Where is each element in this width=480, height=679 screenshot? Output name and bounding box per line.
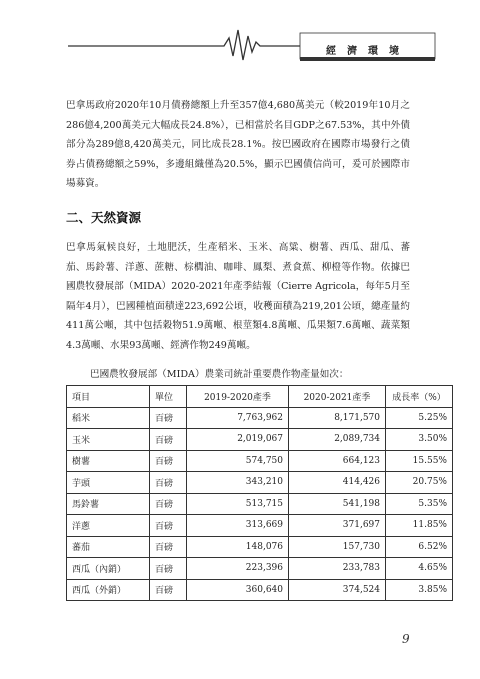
cell-growth: 3.50% bbox=[386, 429, 453, 451]
cell-2020-2021: 233,783 bbox=[289, 558, 386, 580]
table-row bbox=[67, 579, 453, 601]
cell-item: 玉米 bbox=[67, 429, 150, 451]
cell-2020-2021: 414,426 bbox=[289, 472, 386, 494]
cell-item: 稻米 bbox=[67, 407, 150, 429]
cell-unit: 百磅 bbox=[150, 493, 187, 515]
section-title: 經濟環境 bbox=[326, 46, 410, 57]
cell-unit: 百磅 bbox=[150, 429, 187, 451]
table-row bbox=[67, 515, 453, 537]
cell-growth: 20.75% bbox=[386, 472, 453, 494]
cell-growth: 5.35% bbox=[386, 493, 453, 515]
cell-2019-2020: 313,669 bbox=[187, 515, 289, 537]
cell-growth: 4.65% bbox=[386, 558, 453, 580]
header-item: 項目 bbox=[67, 386, 150, 408]
table-row bbox=[67, 536, 453, 558]
header-growth-rate: 成長率（%） bbox=[386, 386, 453, 408]
cell-2019-2020: 7,763,962 bbox=[187, 407, 289, 429]
cell-growth: 3.85% bbox=[386, 579, 453, 601]
section-heading: 二、天然資源 bbox=[66, 210, 142, 225]
cell-2019-2020: 360,640 bbox=[187, 579, 289, 601]
table-row bbox=[67, 407, 453, 429]
header-2020-2021: 2020-2021產季 bbox=[289, 386, 386, 408]
cell-unit: 百磅 bbox=[150, 579, 187, 601]
heartbeat-line-icon bbox=[0, 0, 480, 70]
cell-item: 樹薯 bbox=[67, 450, 150, 472]
table-row bbox=[67, 429, 453, 451]
cell-growth: 11.85% bbox=[386, 515, 453, 537]
cell-2020-2021: 8,171,570 bbox=[289, 407, 386, 429]
cell-item: 洋蔥 bbox=[67, 515, 150, 537]
cell-2019-2020: 2,019,067 bbox=[187, 429, 289, 451]
paragraph-resources: 巴拿馬氣候良好，土地肥沃，生產稻米、玉米、高粱、樹薯、西瓜、甜瓜、蕃茄、馬鈴薯、洋蔥、蔗糖、棕櫚油、咖啡、鳳梨、煮食蕉、柳橙等作物。依據巴國農牧發展部（MIDA）2020-2021年產季結報（Cierre Agricola，每年5月至隔年4月），巴國種植面積達223,692公頃，收穫面積為219,201公頃，總產量約411萬公噸，其中包括穀物51.9萬噸、根莖類4.8萬噸、瓜果類7.6萬噸、蔬菜類4.3萬噸、水果93萬噸、經濟作物249萬噸。 bbox=[66, 242, 410, 351]
cell-2019-2020: 223,396 bbox=[187, 558, 289, 580]
cell-unit: 百磅 bbox=[150, 472, 187, 494]
cell-unit: 百磅 bbox=[150, 450, 187, 472]
paragraph-debt: 巴拿馬政府2020年10月債務總額上升至357億4,680萬美元（較2019年10月之286億4,200萬美元大幅成長24.8%），已相當於名目GDP之67.53%，其中外債部分為289億8,420萬美元，同比成長28.1%。按巴國政府在國際市場發行之債券占債務總額之59%，多邊組織僅為20.5%，顯示巴國債信尚可，爰可於國際市場募資。 bbox=[66, 100, 410, 190]
cell-2020-2021: 374,524 bbox=[289, 579, 386, 601]
cell-unit: 百磅 bbox=[150, 558, 187, 580]
cell-growth: 15.55% bbox=[386, 450, 453, 472]
table-row bbox=[67, 558, 453, 580]
cell-2019-2020: 513,715 bbox=[187, 493, 289, 515]
cell-unit: 百磅 bbox=[150, 536, 187, 558]
page-header bbox=[0, 0, 480, 70]
header-unit: 單位 bbox=[150, 386, 187, 408]
table-header-row bbox=[67, 386, 453, 408]
cell-item: 芋頭 bbox=[67, 472, 150, 494]
page-number: 9 bbox=[402, 632, 410, 646]
cell-growth: 6.52% bbox=[386, 536, 453, 558]
cell-growth: 5.25% bbox=[386, 407, 453, 429]
cell-unit: 百磅 bbox=[150, 407, 187, 429]
header-2019-2020: 2019-2020產季 bbox=[187, 386, 289, 408]
cell-2019-2020: 574,750 bbox=[187, 450, 289, 472]
table-caption: 巴國農牧發展部（MIDA）農業司統計重要農作物產量如次： bbox=[90, 369, 349, 380]
crop-production-table bbox=[66, 385, 453, 601]
table-row bbox=[67, 450, 453, 472]
cell-2020-2021: 2,089,734 bbox=[289, 429, 386, 451]
cell-item: 西瓜（外銷） bbox=[67, 579, 150, 601]
table-row bbox=[67, 472, 453, 494]
cell-2019-2020: 343,210 bbox=[187, 472, 289, 494]
cell-2020-2021: 157,730 bbox=[289, 536, 386, 558]
cell-2020-2021: 371,697 bbox=[289, 515, 386, 537]
cell-item: 蕃茄 bbox=[67, 536, 150, 558]
cell-item: 馬鈴薯 bbox=[67, 493, 150, 515]
cell-2019-2020: 148,076 bbox=[187, 536, 289, 558]
table-row bbox=[67, 493, 453, 515]
cell-item: 西瓜（內銷） bbox=[67, 558, 150, 580]
cell-2020-2021: 541,198 bbox=[289, 493, 386, 515]
cell-2020-2021: 664,123 bbox=[289, 450, 386, 472]
cell-unit: 百磅 bbox=[150, 515, 187, 537]
